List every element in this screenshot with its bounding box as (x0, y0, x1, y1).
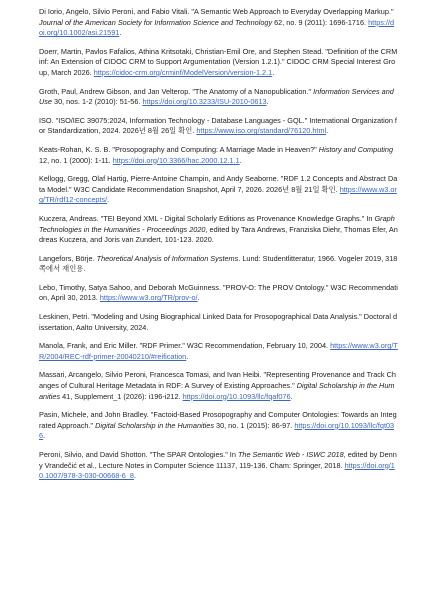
reference-details: . Lund: Studentlitteratur, 1966. Vogeler 2019, 318쪽에서 재인용. (39, 253, 398, 274)
reference-entry (39, 47, 398, 79)
reference-text: Peroni, Silvio, and David Shotton. "The SPAR Ontologies." In (39, 450, 238, 459)
reference-text: Manola, Frank, and Eric Miller. "RDF Primer." W3C Recommendation, February 10, 2004. (39, 341, 331, 351)
reference-punct: . (290, 391, 293, 401)
reference-title: Theoretical Analysis of Information Systems (96, 253, 239, 263)
reference-punct: . (326, 126, 329, 136)
reference-details: , edited by Denny Vrandečić et al., Lecture Notes in Computer Science 11137, 119-136. Cham: Springer, 2018. (39, 450, 397, 470)
reference-punct: . (197, 293, 200, 303)
reference-link[interactable]: https://cidoc-crm.org/crminf/ModelVersion/version-1.2.1 (93, 67, 273, 77)
reference-punct: . (186, 351, 189, 361)
reference-entry (39, 254, 398, 275)
reference-title: Information Services and Use (39, 86, 394, 107)
reference-details: 12, no. 1 (2000): 1-11. (39, 155, 113, 165)
reference-title: History and Computing (318, 144, 394, 154)
reference-link[interactable]: https://doi.org/10.3233/ISU-2010-0613 (142, 97, 267, 107)
reference-title: Graph Technologies in the Humanities - Proceedings 2020 (39, 213, 395, 234)
reference-punct: . (43, 431, 46, 441)
reference-punct: . (272, 67, 275, 77)
reference-entry (39, 174, 398, 206)
reference-text: Pasin, Michele, and John Bradley. "Factoid-Based Prosopography and Computer Ontologies: Towards an Integrated Approach." (39, 410, 397, 430)
reference-entry (39, 312, 398, 333)
reference-title: The Semantic Web - ISWC 2018 (237, 450, 344, 459)
reference-entry (39, 370, 398, 402)
reference-link[interactable]: https://doi.org/10.1002/asi.21591 (39, 17, 395, 38)
reference-entry (39, 450, 398, 482)
reference-text: Doerr, Martin, Pavlos Fafalios, Athina Kritsotaki, Christian-Emil Ore, and Stephen Stead. "Definition of the CRMinf: An Extension of CIDOC CRM to Support Argumentation (Version 1.2.1)." CIDOC CRM Special Interest Group, March 2026. (39, 46, 398, 77)
reference-link[interactable]: https://www.iso.org/standard/76120.html (196, 126, 327, 136)
reference-entry (39, 214, 398, 246)
reference-details: 41, Supplement_1 (2026): i196-i212. (60, 391, 183, 401)
reference-entry (39, 116, 398, 137)
reference-entry (39, 87, 398, 108)
reference-punct: . (239, 155, 242, 165)
reference-link[interactable]: https://www.w3.org/TR/2004/REC-rdf-primer-20040210/#reification (39, 341, 398, 361)
reference-text: Leskinen, Petri. "Modeling and Using Biographical Linked Data for Prosopographical Data Analysis." Doctoral dissertation, Aalto University, 2024. (39, 312, 398, 332)
reference-punct: . (133, 471, 136, 481)
reference-details: , edited by Tara Andrews, Franziska Diehr, Thomas Efer, Andreas Kuczera, and Joris van Zundert, 101-123. 2020. (39, 224, 398, 245)
reference-entry (39, 7, 398, 39)
reference-title: Digital Scholarship in the Humanities (95, 420, 214, 430)
reference-text: Langefors, Börje. (39, 253, 97, 263)
reference-text: Keats-Rohan, K. S. B. "Prosopography and Computing: A Marriage Made in Heaven?" (39, 144, 319, 154)
reference-link[interactable]: https://www.w3.org/TR/prov-o/ (99, 293, 198, 303)
reference-punct: . (107, 195, 110, 205)
reference-text: Kellogg, Gregg, Olaf Hartig, Pierre-Antoine Champin, and Andy Seaborne. "RDF 1.2 Concepts and Abstract Data Model." W3C Candidate Recommendation Snapshot, April 7, 2026. 2026년 8월 21일 확인. (39, 174, 398, 194)
reference-details: 30, no. 1 (2015): 86-97. (213, 420, 295, 430)
reference-text: ISO. "ISO/IEC 39075:2024, Information Technology - Database Languages - GQL." International Organization for Standardization, 2024. 2026년 8월 26일 확인. (39, 115, 397, 136)
reference-text: Lebo, Timothy, Satya Sahoo, and Deborah McGuinness. "PROV-O: The PROV Ontology." W3C Recommendation, April 30, 2013. (39, 282, 398, 303)
reference-details: 62, no. 9 (2011): 1696-1716. (272, 17, 369, 27)
reference-link[interactable]: https://doi.org/10.1093/llc/fqt036 (39, 420, 395, 441)
reference-punct: . (119, 28, 122, 38)
reference-link[interactable]: https://doi.org/10.1093/llc/fqaf076 (182, 391, 291, 401)
reference-punct: . (266, 97, 269, 107)
reference-link[interactable]: https://www.w3.org/TR/rdf12-concepts/ (39, 184, 397, 205)
reference-entry (39, 283, 398, 304)
reference-text: Di Iorio, Angelo, Silvio Peroni, and Fabio Vitali. "A Semantic Web Approach to Everyday Overlapping Markup." (39, 7, 394, 16)
reference-entry (39, 410, 398, 442)
reference-link[interactable]: https://doi.org/10.1007/978-3-030-00668-6_8 (39, 460, 395, 481)
reference-link[interactable]: https://doi.org/10.3366/hac.2000.12.1.1 (112, 155, 240, 165)
reference-title: Journal of the American Society for Information Science and Technology (39, 17, 273, 27)
reference-text: Massari, Arcangelo, Silvio Peroni, Francesca Tomasi, and Ivan Heibi. "Representing Provenance and Track Changes of Cultural Heritage Metadata in RDF: A Survey of Existing Approaches." (39, 370, 396, 391)
reference-details: 30, nos. 1-2 (2010): 51-56. (51, 97, 143, 107)
reference-entry (39, 341, 398, 362)
reference-title: Digital Scholarship in the Humanities (39, 381, 395, 401)
reference-text: Kuczera, Andreas. "TEI Beyond XML - Digital Scholarly Editions as Provenance Knowledge Graphs." In (39, 213, 375, 223)
reference-list (39, 7, 398, 482)
reference-entry (39, 145, 398, 166)
reference-text: Groth, Paul, Andrew Gibson, and Jan Velterop. "The Anatomy of a Nanopublication." (39, 86, 314, 96)
